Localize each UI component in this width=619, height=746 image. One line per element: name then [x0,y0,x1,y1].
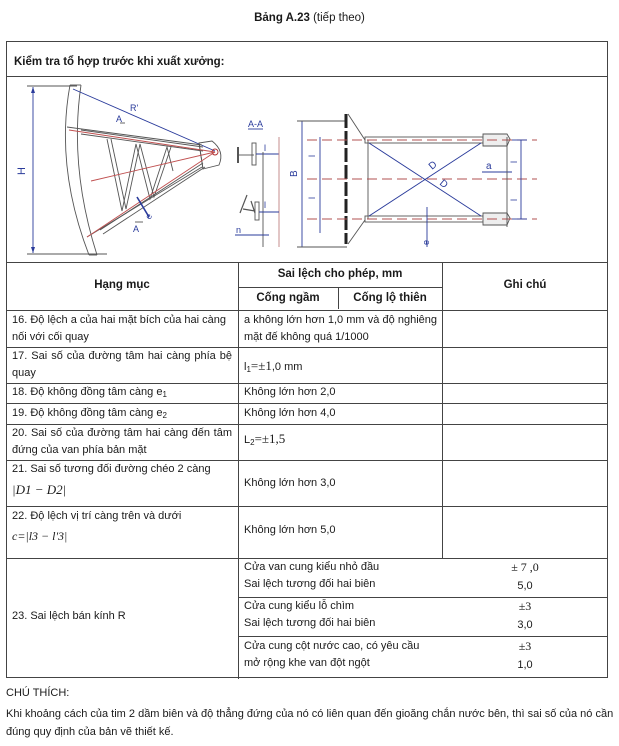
row-18-item-text: 18. Độ không đồng tâm càng e [12,386,163,398]
row-22-value: Không lớn hơn 5,0 [244,524,336,536]
row-23-sub-1-values [442,559,608,595]
label-section-AA: A-A [248,119,264,129]
row-23-sub-2-val2: 3,0 [517,619,533,631]
row-19-item-sub: 2 [162,411,167,420]
arc-gate-side-view [16,85,221,255]
label-A-bottom: A [133,224,140,234]
row-23-sub-2-val1: ±3 [518,599,532,613]
header-item: Hạng mục [94,279,150,291]
label-A-top: A [116,114,123,124]
row-23-item: 23. Sai lệch bán kính R [12,610,126,622]
row-18-item [12,384,232,403]
divider [6,403,608,404]
row-23-sub-2-values [442,598,608,634]
header-culvert: Cống ngầm [256,292,320,304]
divider [238,636,608,637]
row-23-sub-2-line2: Sai lệch tương đối hai biên [244,617,376,629]
label-l1: l [264,143,266,153]
row-20-value-var: L [244,434,251,446]
section-heading: Kiểm tra tổ hợp trước khi xuất xưởng: [14,56,225,68]
row-23-sub-2-desc [244,598,437,632]
label-l2-bottom: l [307,197,317,199]
row-17-value-var: l [244,361,247,373]
header-tolerance [238,263,442,287]
row-23-sub-2-line1: Cửa cung kiểu lỗ chìm [244,600,355,612]
table-caption-bold: Bảng A.23 [254,12,310,24]
label-D1: D [426,159,440,173]
row-23-sub-1-line1: Cửa van cung kiểu nhỏ đầu [244,561,380,573]
label-n: n [236,225,242,235]
row-18-item-sub: 1 [162,390,167,399]
row-23-sub-3-values [442,638,608,674]
row-22-formula: c=|l3 − l'3| [12,529,68,543]
row-17-value-main: =±1 [250,358,272,373]
row-16-item: 16. Độ lệch a của hai mặt bích của hai càng nối với cối quay [12,314,227,343]
row-19-item [12,405,232,424]
row-19-value: Không lớn hơn 4,0 [244,407,336,419]
row-23-sub-3-line1: Cửa cung cột nước cao, có yêu cầu [244,640,420,652]
label-e1: e [421,239,431,245]
row-20-value-sub: 2 [250,438,255,447]
label-l1-bottom: l [509,199,519,201]
section-a-a-view [235,119,279,247]
row-17-item: 17. Sai số của đường tâm hai càng phía bệ quay [12,350,232,379]
label-l2-top: l [307,155,317,157]
row-23-sub-3-val2: 1,0 [517,659,533,671]
row-17-value [244,357,437,378]
row-23-sub-3-desc [244,638,437,672]
note-title: CHÚ THÍCH: [6,687,70,699]
label-B: B [289,170,300,177]
row-17-value-rest: ,0 mm [271,361,303,373]
plan-view [289,114,537,247]
row-22-item: 22. Độ lệch vị trí càng trên và dưới [12,510,182,522]
row-19-item-text: 19. Độ không đồng tâm càng e [12,407,163,419]
row-20-value-main: =±1,5 [254,431,286,446]
divider [6,506,608,507]
header-note: Ghi chú [503,279,547,291]
label-D2: D [437,177,450,191]
table-caption-suffix: (tiếp theo) [309,12,365,24]
gate-diagram [7,77,607,262]
row-21-item: 21. Sai số tương đối đường chéo 2 càng [12,463,211,475]
divider [6,310,608,311]
label-l1-top: l [509,161,519,163]
table-caption [0,12,619,24]
row-23-sub-3-line2: mở rộng khe van đột ngột [244,657,370,669]
header-tolerance-text: Sai lệch cho phép, mm [277,268,403,280]
row-20-value [244,430,437,451]
row-23-sub-1-val2: 5,0 [517,580,533,592]
row-16-value: a không lớn hơn 1,0 mm và độ nghiêng mặt đế không quá 1/1000 [244,314,437,343]
label-H: H [16,167,28,175]
row-23-sub-1-line2: Sai lệch tương đối hai biên [244,578,376,590]
label-e: e [143,211,155,221]
row-23-sub-1-desc [244,559,437,593]
row-23-sub-3-val1: ±3 [518,639,532,653]
row-21-value: Không lớn hơn 3,0 [244,477,336,489]
label-l3: l [264,200,266,210]
row-17-value-sub: 1 [246,365,251,374]
note-body: Khi khoảng cách của tim 2 dầm biên và độ thẳng đứng của nó có liên quan đến gioăng chắn nước bên, thì sai số của nó cần đúng quy định của bản vẽ thiết kế. [6,708,614,738]
label-R: R' [130,103,139,113]
label-a: a [486,161,492,172]
row-21-formula: |D1 − D2| [12,482,67,497]
row-23-sub-1-val1: ± 7 ,0 [511,560,539,574]
row-18-value: Không lớn hơn 2,0 [244,386,336,398]
row-20-item: 20. Sai số của đường tâm hai càng đến tâm đứng của van phía bản mặt [12,427,232,456]
header-open-channel: Cống lộ thiên [353,292,427,304]
divider [238,262,239,679]
